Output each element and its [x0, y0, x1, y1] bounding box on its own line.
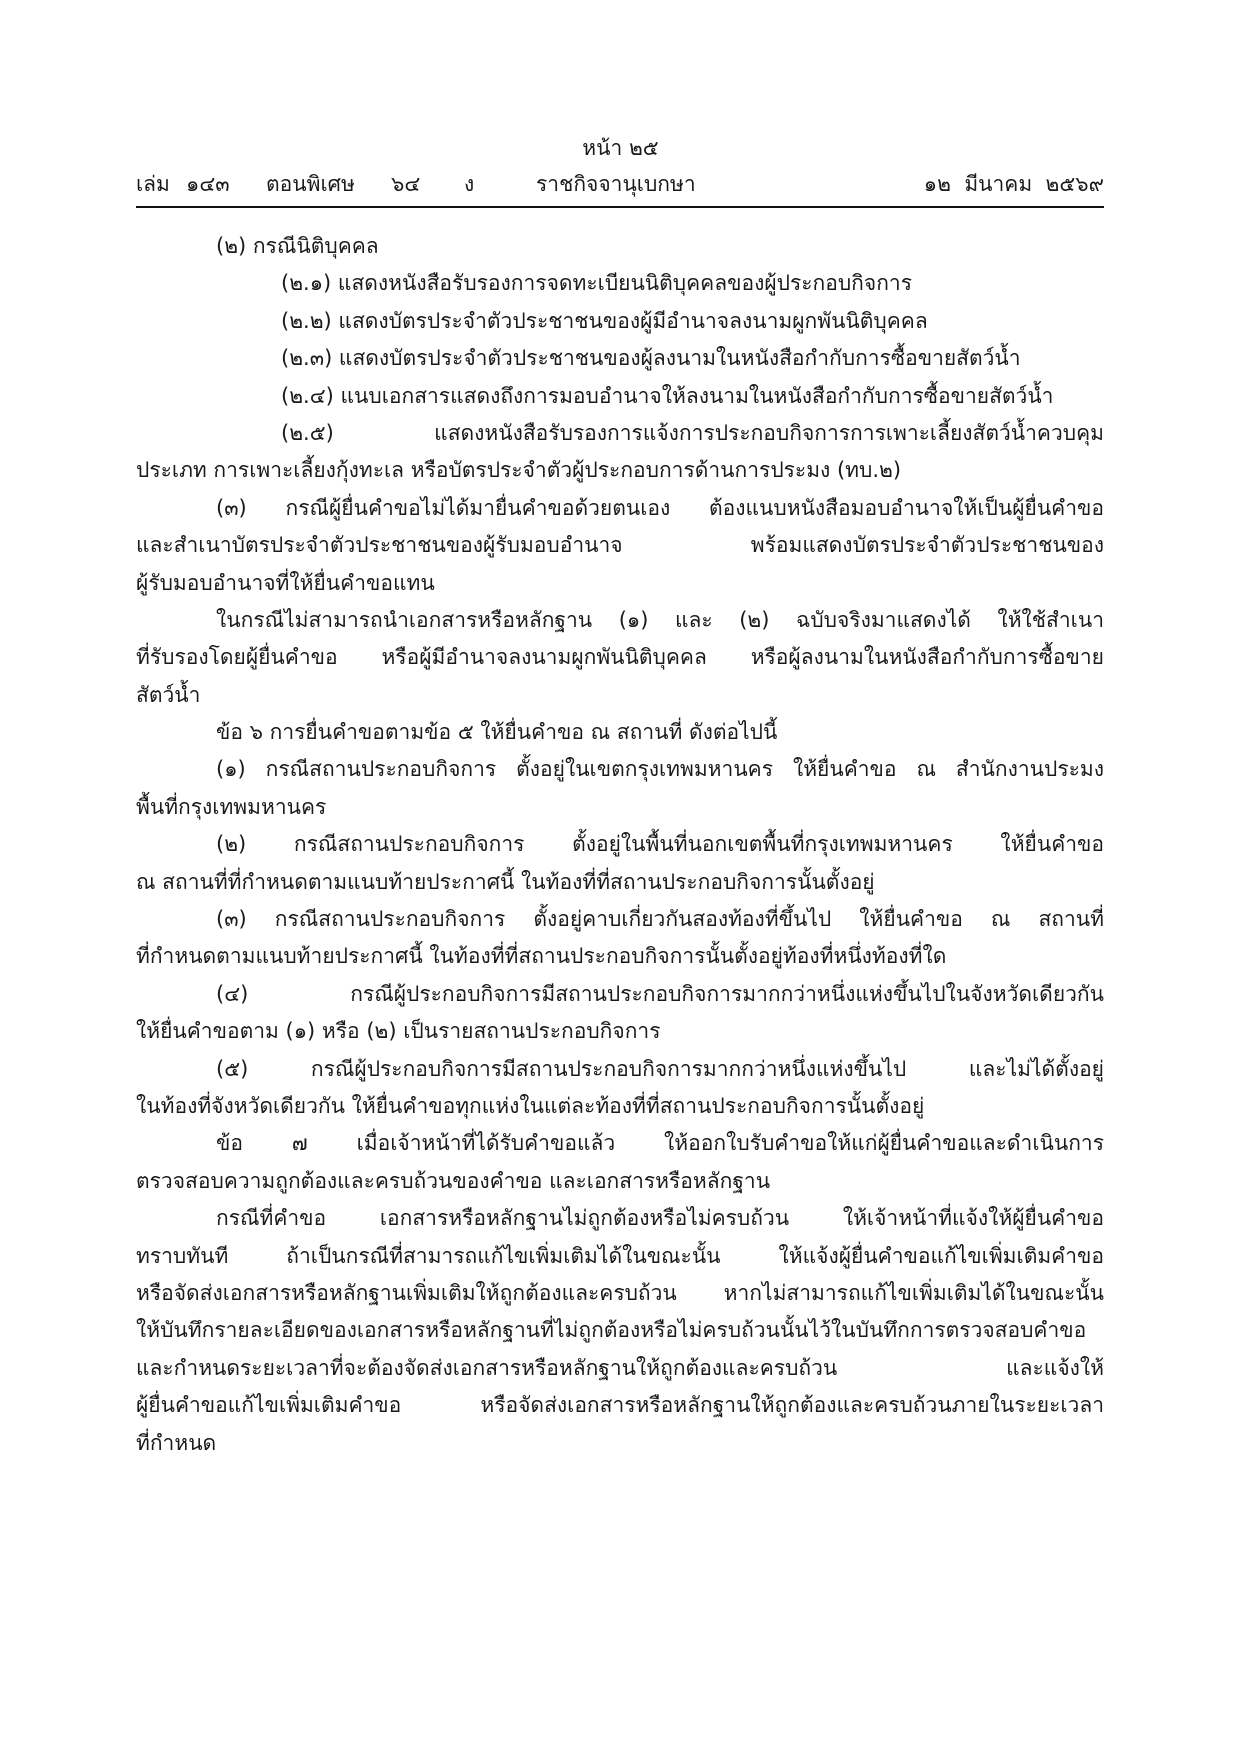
document-body	[136, 228, 1104, 1462]
article-6-3-cont: ที่กำหนดตามแนบท้ายประกาศนี้ ในท้องที่ที่สถานประกอบกิจการนั้นตั้งอยู่ท้องที่หนึ่งท้องที่ใด	[136, 944, 947, 969]
article-6-4-cont: ให้ยื่นคำขอตาม (๑) หรือ (๒) เป็นรายสถานประกอบกิจการ	[136, 1019, 661, 1044]
issue-label: ตอนพิเศษ	[266, 172, 355, 196]
copy-paragraph-cont-1: ที่รับรองโดยผู้ยื่นคำขอ หรือผู้มีอำนาจลงนามผูกพันนิติบุคคล หรือผู้ลงนามในหนังสือกำกับการซื้อขาย	[136, 645, 1104, 670]
gazette-header	[136, 168, 1104, 198]
gazette-name: ราชกิจจานุเบกษา	[536, 172, 696, 196]
clause-3: (๓) กรณีผู้ยื่นคำขอไม่ได้มายื่นคำขอด้วยตนเอง ต้องแนบหนังสือมอบอำนาจให้เป็นผู้ยื่นคำขอ	[216, 495, 1104, 520]
copy-paragraph: ในกรณีไม่สามารถนำเอกสารหรือหลักฐาน (๑) และ (๒) ฉบับจริงมาแสดงได้ ให้ใช้สำเนา	[216, 607, 1104, 632]
clause-2-5: (๒.๕) แสดงหนังสือรับรองการแจ้งการประกอบกิจการการเพาะเลี้ยงสัตว์น้ำควบคุม	[281, 420, 1104, 445]
clause-3-cont-2: ผู้รับมอบอำนาจที่ให้ยื่นคำขอแทน	[136, 570, 435, 595]
article-6-5-cont: ในท้องที่จังหวัดเดียวกัน ให้ยื่นคำขอทุกแห่งในแต่ละท้องที่ที่สถานประกอบกิจการนั้นตั้งอยู่	[136, 1093, 925, 1118]
incomplete-docs-cont-5: ผู้ยื่นคำขอแก้ไขเพิ่มเติมคำขอ หรือจัดส่งเอกสารหรือหลักฐานให้ถูกต้องและครบถ้วนภายในระยะเวลา	[136, 1393, 1104, 1418]
clause-2-3: (๒.๓) แสดงบัตรประจำตัวประชาชนของผู้ลงนามในหนังสือกำกับการซื้อขายสัตว์น้ำ	[281, 346, 1021, 371]
clause-2-heading: (๒) กรณีนิติบุคคล	[216, 234, 379, 258]
article-6-2: (๒) กรณีสถานประกอบกิจการ ตั้งอยู่ในพื้นที่นอกเขตพื้นที่กรุงเทพมหานคร ให้ยื่นคำขอ	[216, 832, 1104, 857]
clause-2-1: (๒.๑) แสดงหนังสือรับรองการจดทะเบียนนิติบุคคลของผู้ประกอบกิจการ	[281, 271, 912, 296]
article-7: ข้อ ๗ เมื่อเจ้าหน้าที่ได้รับคำขอแล้ว ให้ออกใบรับคำขอให้แก่ผู้ยื่นคำขอและดำเนินการ	[216, 1131, 1104, 1156]
page-number: หน้า ๒๕	[582, 136, 659, 160]
incomplete-docs-cont-2: หรือจัดส่งเอกสารหรือหลักฐานเพิ่มเติมให้ถูกต้องและครบถ้วน หากไม่สามารถแก้ไขเพิ่มเติมได้ในขณะนั้น	[136, 1280, 1104, 1305]
article-6-3: (๓) กรณีสถานประกอบกิจการ ตั้งอยู่คาบเกี่ยวกันสองท้องที่ขึ้นไป ให้ยื่นคำขอ ณ สถานที่	[216, 907, 1104, 932]
article-6-4: (๔) กรณีผู้ประกอบกิจการมีสถานประกอบกิจการมากกว่าหนึ่งแห่งขึ้นไปในจังหวัดเดียวกัน	[216, 981, 1104, 1006]
clause-2-5-cont: ประเภท การเพาะเลี้ยงกุ้งทะเล หรือบัตรประจำตัวผู้ประกอบการด้านการประมง (ทบ.๒)	[136, 458, 902, 483]
copy-paragraph-cont-2: สัตว์น้ำ	[136, 682, 201, 707]
article-6-1-cont: พื้นที่กรุงเทพมหานคร	[136, 794, 327, 819]
incomplete-docs-cont-4: และกำหนดระยะเวลาที่จะต้องจัดส่งเอกสารหรือหลักฐานให้ถูกต้องและครบถ้วน และแจ้งให้	[136, 1355, 1104, 1380]
volume-label: เล่ม	[136, 172, 170, 196]
section-letter: ง	[464, 172, 475, 196]
incomplete-docs-cont-3: ให้บันทึกรายละเอียดของเอกสารหรือหลักฐานที่ไม่ถูกต้องหรือไม่ครบถ้วนนั้นไว้ในบันทึกการตรวจสอบคำขอ	[136, 1318, 1087, 1343]
publication-date: ๑๒ มีนาคม ๒๕๖๙	[923, 172, 1104, 196]
clause-2-2: (๒.๒) แสดงบัตรประจำตัวประชาชนของผู้มีอำนาจลงนามผูกพันนิติบุคคล	[281, 308, 928, 333]
clause-2-4: (๒.๔) แนบเอกสารแสดงถึงการมอบอำนาจให้ลงนามในหนังสือกำกับการซื้อขายสัตว์น้ำ	[281, 383, 1054, 408]
issue-number: ๖๔	[391, 172, 421, 196]
article-6: ข้อ ๖ การยื่นคำขอตามข้อ ๕ ให้ยื่นคำขอ ณ สถานที่ ดังต่อไปนี้	[216, 720, 778, 745]
volume-number: ๑๔๓	[186, 172, 230, 196]
incomplete-docs-cont-6: ที่กำหนด	[136, 1430, 217, 1455]
article-6-1: (๑) กรณีสถานประกอบกิจการ ตั้งอยู่ในเขตกรุงเทพมหานคร ให้ยื่นคำขอ ณ สำนักงานประมง	[216, 757, 1104, 782]
article-6-2-cont: ณ สถานที่ที่กำหนดตามแนบท้ายประกาศนี้ ในท้องที่ที่สถานประกอบกิจการนั้นตั้งอยู่	[136, 869, 875, 894]
article-7-cont: ตรวจสอบความถูกต้องและครบถ้วนของคำขอ และเอกสารหรือหลักฐาน	[136, 1168, 771, 1193]
clause-3-cont-1: และสำเนาบัตรประจำตัวประชาชนของผู้รับมอบอำนาจ พร้อมแสดงบัตรประจำตัวประชาชนของ	[136, 533, 1104, 558]
header-divider	[136, 206, 1104, 208]
article-6-5: (๕) กรณีผู้ประกอบกิจการมีสถานประกอบกิจการมากกว่าหนึ่งแห่งขึ้นไป และไม่ได้ตั้งอยู่	[216, 1056, 1104, 1081]
incomplete-docs-paragraph: กรณีที่คำขอ เอกสารหรือหลักฐานไม่ถูกต้องหรือไม่ครบถ้วน ให้เจ้าหน้าที่แจ้งให้ผู้ยื่นคำขอ	[216, 1206, 1104, 1231]
incomplete-docs-cont-1: ทราบทันที ถ้าเป็นกรณีที่สามารถแก้ไขเพิ่มเติมได้ในขณะนั้น ให้แจ้งผู้ยื่นคำขอแก้ไขเพิ่มเติมคำขอ	[136, 1243, 1104, 1268]
